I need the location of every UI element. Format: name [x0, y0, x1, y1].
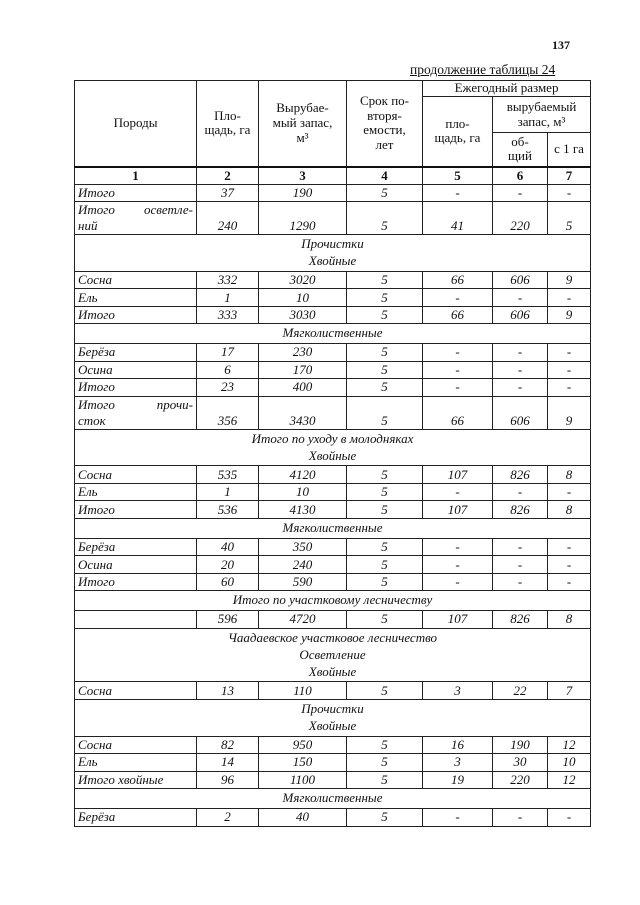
section-header-line: Прочистки — [301, 236, 364, 251]
value-cell: 220 — [493, 202, 548, 235]
value-cell: 66 — [423, 271, 493, 289]
value-cell: 536 — [197, 501, 259, 519]
value-cell: 356 — [197, 396, 259, 429]
column-number: 3 — [259, 167, 347, 185]
section-header-line: Итого по уходу в молодняках — [251, 430, 414, 446]
section-header — [75, 591, 591, 611]
value-cell: - — [548, 361, 591, 379]
breed-cell: Итого хвойные — [75, 771, 197, 789]
table-row — [75, 682, 591, 700]
table-row — [75, 344, 591, 362]
value-cell: 30 — [493, 754, 548, 772]
column-number: 7 — [548, 167, 591, 185]
table-header — [75, 81, 591, 185]
value-cell: - — [493, 809, 548, 827]
column-number: 5 — [423, 167, 493, 185]
value-cell: 9 — [548, 271, 591, 289]
section-header-row — [75, 591, 591, 611]
table-row — [75, 754, 591, 772]
value-cell: 190 — [493, 736, 548, 754]
table-row — [75, 466, 591, 484]
value-cell: - — [493, 538, 548, 556]
section-header-line: Хвойные — [308, 447, 357, 463]
value-cell: 596 — [197, 611, 259, 629]
section-header — [75, 789, 591, 809]
value-cell: - — [423, 379, 493, 397]
value-cell: 5 — [347, 344, 423, 362]
value-cell: - — [548, 184, 591, 202]
value-cell: 2 — [197, 809, 259, 827]
value-cell: 190 — [259, 184, 347, 202]
breed-cell: Итого — [75, 306, 197, 324]
table-row — [75, 306, 591, 324]
value-cell: 23 — [197, 379, 259, 397]
section-header-line: Хвойные — [308, 252, 357, 268]
value-cell: 240 — [259, 556, 347, 574]
section-header-row — [75, 699, 591, 736]
breed-cell: Сосна — [75, 271, 197, 289]
value-cell: 40 — [197, 538, 259, 556]
table-body — [75, 184, 591, 826]
breed-cell: Берёза — [75, 809, 197, 827]
section-header-row — [75, 429, 591, 466]
value-cell: - — [548, 556, 591, 574]
table-row — [75, 611, 591, 629]
value-cell: 8 — [548, 466, 591, 484]
header-period: Срок по- вторя- емости, лет — [347, 81, 423, 167]
value-cell: 8 — [548, 501, 591, 519]
section-header-line: Мягколиственные — [282, 325, 383, 341]
value-cell: 826 — [493, 611, 548, 629]
value-cell: 590 — [259, 573, 347, 591]
value-cell: 5 — [347, 202, 423, 235]
table-row — [75, 771, 591, 789]
value-cell: 82 — [197, 736, 259, 754]
value-cell: 107 — [423, 466, 493, 484]
value-cell: 4720 — [259, 611, 347, 629]
value-cell: 5 — [347, 556, 423, 574]
value-cell: 5 — [347, 289, 423, 307]
table-caption — [410, 62, 555, 78]
value-cell: 1290 — [259, 202, 347, 235]
value-cell: 150 — [259, 754, 347, 772]
value-cell: - — [548, 289, 591, 307]
breed-cell: Итого — [75, 501, 197, 519]
value-cell: 5 — [347, 466, 423, 484]
value-cell: 3 — [423, 682, 493, 700]
breed-cell: Берёза — [75, 538, 197, 556]
breed-cell: Сосна — [75, 736, 197, 754]
value-cell: - — [548, 573, 591, 591]
section-header — [75, 429, 591, 466]
table-row — [75, 483, 591, 501]
value-cell: 20 — [197, 556, 259, 574]
section-header-row — [75, 324, 591, 344]
value-cell: 17 — [197, 344, 259, 362]
value-cell: 606 — [493, 271, 548, 289]
table-row — [75, 556, 591, 574]
breed-line: Итого прочи- — [78, 396, 193, 412]
value-cell: 535 — [197, 466, 259, 484]
section-header-row — [75, 789, 591, 809]
value-cell: 7 — [548, 682, 591, 700]
value-cell: 230 — [259, 344, 347, 362]
breed-cell: Итого — [75, 573, 197, 591]
value-cell: - — [423, 184, 493, 202]
column-number: 6 — [493, 167, 548, 185]
breed-cell: Итого — [75, 184, 197, 202]
breed-cell: Сосна — [75, 682, 197, 700]
value-cell: 10 — [259, 289, 347, 307]
value-cell: 107 — [423, 501, 493, 519]
table-row — [75, 501, 591, 519]
value-cell: 3430 — [259, 396, 347, 429]
value-cell: 5 — [347, 396, 423, 429]
value-cell: 170 — [259, 361, 347, 379]
value-cell: 826 — [493, 466, 548, 484]
breed-cell: Ель — [75, 754, 197, 772]
value-cell: 5 — [347, 306, 423, 324]
value-cell: 5 — [347, 184, 423, 202]
header-breed: Породы — [75, 81, 197, 167]
value-cell: - — [548, 344, 591, 362]
value-cell: 16 — [423, 736, 493, 754]
value-cell: 5 — [347, 682, 423, 700]
value-cell: - — [423, 289, 493, 307]
header-annual-stock: вырубаемый запас, м³ — [493, 97, 591, 133]
value-cell: 66 — [423, 306, 493, 324]
section-header-line: Прочистки — [301, 700, 364, 716]
table-row — [75, 396, 591, 429]
page-number: 137 — [552, 38, 570, 52]
value-cell: 5 — [347, 538, 423, 556]
column-number: 4 — [347, 167, 423, 185]
value-cell: 41 — [423, 202, 493, 235]
header-annual: Ежегодный размер — [423, 81, 591, 97]
value-cell: 107 — [423, 611, 493, 629]
value-cell: 3030 — [259, 306, 347, 324]
value-cell: 4120 — [259, 466, 347, 484]
breed-cell: Итого — [75, 379, 197, 397]
value-cell: 110 — [259, 682, 347, 700]
value-cell: 5 — [347, 736, 423, 754]
section-header-row — [75, 235, 591, 272]
section-header — [75, 518, 591, 538]
value-cell: 96 — [197, 771, 259, 789]
value-cell: 5 — [347, 771, 423, 789]
value-cell: 37 — [197, 184, 259, 202]
value-cell: 826 — [493, 501, 548, 519]
value-cell: 606 — [493, 396, 548, 429]
breed-cell-multiline — [75, 202, 197, 235]
value-cell: 606 — [493, 306, 548, 324]
section-header-line: Мягколиственные — [282, 790, 383, 806]
table-row — [75, 538, 591, 556]
value-cell: 350 — [259, 538, 347, 556]
table-row — [75, 202, 591, 235]
value-cell: - — [423, 361, 493, 379]
value-cell: 10 — [548, 754, 591, 772]
section-header-row — [75, 628, 591, 682]
column-number: 1 — [75, 167, 197, 185]
table-row — [75, 361, 591, 379]
breed-cell: Ель — [75, 483, 197, 501]
value-cell: 5 — [347, 611, 423, 629]
section-header — [75, 324, 591, 344]
value-cell: 12 — [548, 736, 591, 754]
section-header-row — [75, 518, 591, 538]
value-cell: 8 — [548, 611, 591, 629]
value-cell: 240 — [197, 202, 259, 235]
breed-cell: Ель — [75, 289, 197, 307]
breed-cell: Сосна — [75, 466, 197, 484]
table-row — [75, 184, 591, 202]
section-header — [75, 628, 591, 682]
table-row — [75, 379, 591, 397]
value-cell: - — [493, 289, 548, 307]
value-cell: 1100 — [259, 771, 347, 789]
breed-cell: Берёза — [75, 344, 197, 362]
value-cell: 12 — [548, 771, 591, 789]
value-cell: 9 — [548, 396, 591, 429]
value-cell: 5 — [347, 271, 423, 289]
value-cell: - — [493, 573, 548, 591]
value-cell: 3020 — [259, 271, 347, 289]
value-cell: - — [493, 379, 548, 397]
value-cell: - — [423, 573, 493, 591]
table-caption-text: продолжение таблицы 24 — [410, 62, 556, 77]
table-row — [75, 809, 591, 827]
value-cell: 1 — [197, 483, 259, 501]
breed-cell: Осина — [75, 556, 197, 574]
value-cell: 5 — [548, 202, 591, 235]
header-annual-area: пло- щадь, га — [423, 97, 493, 167]
value-cell: - — [493, 361, 548, 379]
value-cell: 9 — [548, 306, 591, 324]
value-cell: 3 — [423, 754, 493, 772]
table-row — [75, 289, 591, 307]
value-cell: 1 — [197, 289, 259, 307]
value-cell: 13 — [197, 682, 259, 700]
value-cell: 5 — [347, 501, 423, 519]
value-cell: 5 — [347, 573, 423, 591]
header-area: Пло- щадь, га — [197, 81, 259, 167]
value-cell: 5 — [347, 483, 423, 501]
value-cell: - — [493, 184, 548, 202]
value-cell: 14 — [197, 754, 259, 772]
value-cell: 66 — [423, 396, 493, 429]
value-cell: 5 — [347, 754, 423, 772]
breed-line: сток — [78, 412, 106, 428]
header-stock: Вырубае- мый запас, м³ — [259, 81, 347, 167]
section-header-line: Осветление — [299, 646, 366, 662]
value-cell: - — [548, 809, 591, 827]
value-cell: - — [493, 556, 548, 574]
value-cell: 950 — [259, 736, 347, 754]
value-cell: 5 — [347, 361, 423, 379]
value-cell: 60 — [197, 573, 259, 591]
value-cell: - — [423, 538, 493, 556]
value-cell: - — [423, 344, 493, 362]
table-row — [75, 271, 591, 289]
value-cell: - — [548, 538, 591, 556]
section-header-line: Итого по участковому лесничеству — [232, 592, 433, 608]
value-cell: 40 — [259, 809, 347, 827]
table-row — [75, 573, 591, 591]
breed-cell — [75, 611, 197, 629]
section-header-line: Мягколиственные — [282, 519, 383, 535]
value-cell: - — [423, 483, 493, 501]
section-header-line: Хвойные — [308, 663, 357, 679]
value-cell: - — [493, 344, 548, 362]
value-cell: 4130 — [259, 501, 347, 519]
value-cell: - — [423, 556, 493, 574]
breed-cell-multiline — [75, 396, 197, 429]
value-cell: 5 — [347, 809, 423, 827]
value-cell: - — [423, 809, 493, 827]
section-header-line: Хвойные — [308, 717, 357, 733]
breed-line: ний — [78, 218, 98, 233]
value-cell: 332 — [197, 271, 259, 289]
section-header-line: Чаадаевское участковое лесничество — [227, 629, 438, 645]
value-cell: 22 — [493, 682, 548, 700]
value-cell: - — [493, 483, 548, 501]
breed-cell: Осина — [75, 361, 197, 379]
column-number-row — [75, 167, 591, 185]
breed-line: Итого осветле- — [78, 202, 193, 217]
value-cell: - — [548, 379, 591, 397]
section-header — [75, 235, 591, 272]
value-cell: 5 — [347, 379, 423, 397]
section-header — [75, 699, 591, 736]
value-cell: - — [548, 483, 591, 501]
value-cell: 400 — [259, 379, 347, 397]
value-cell: 10 — [259, 483, 347, 501]
table-row — [75, 736, 591, 754]
header-total: об- щий — [493, 133, 548, 167]
value-cell: 19 — [423, 771, 493, 789]
value-cell: 220 — [493, 771, 548, 789]
column-number: 2 — [197, 167, 259, 185]
value-cell: 333 — [197, 306, 259, 324]
value-cell: 6 — [197, 361, 259, 379]
header-per-ha: с 1 га — [548, 133, 591, 167]
data-table — [74, 80, 591, 827]
